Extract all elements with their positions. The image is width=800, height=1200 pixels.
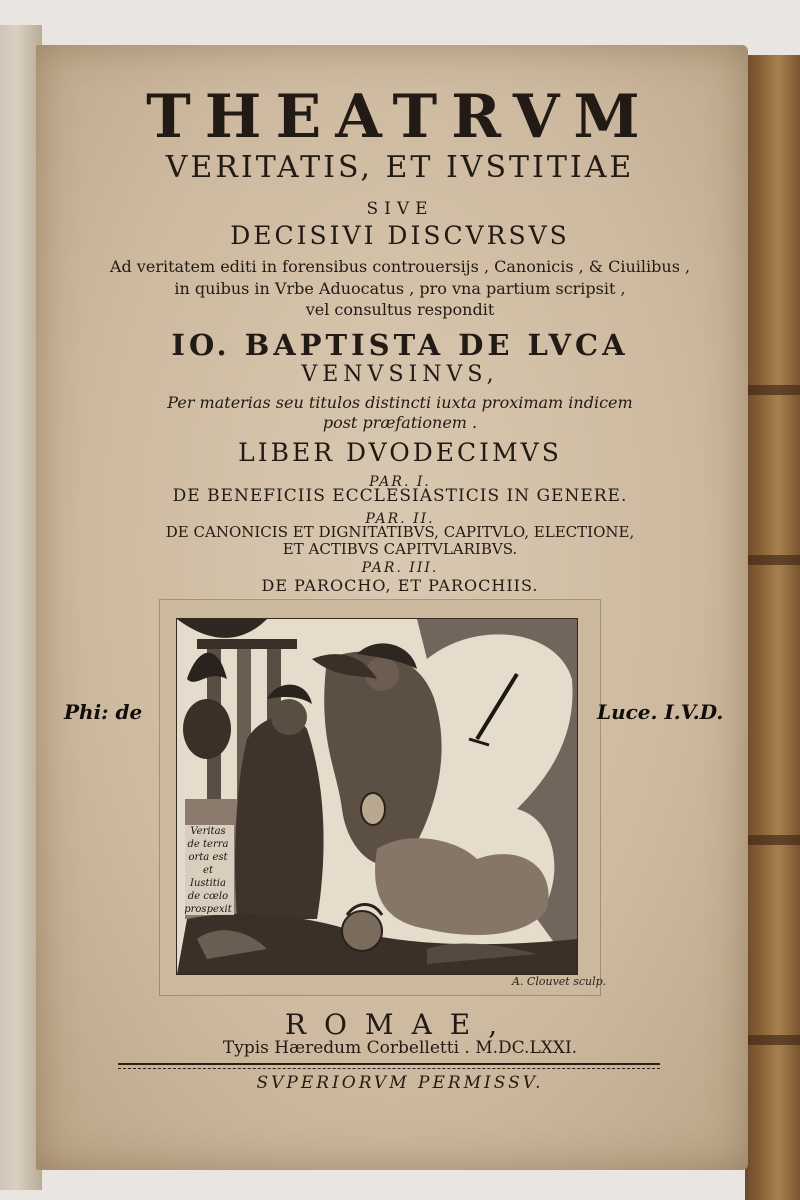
author-name: IO. BAPTISTA DE LVCA [171, 328, 629, 362]
part-title: DE BENEFICIIS ECCLESIASTICIS IN GENERE. [172, 486, 628, 506]
engraver-signature: A. Clouvet sculp. [512, 975, 607, 988]
book-number: LIBER DVODECIMVS [238, 438, 562, 467]
permission-line: SVPERIORVM PERMISSV. [256, 1073, 544, 1093]
sive-line: SIVE [366, 199, 434, 219]
description-line: vel consultus respondit [305, 300, 495, 319]
handwritten-note-right: Luce. I.V.D. [597, 700, 724, 724]
part-label: PAR. I. [369, 474, 431, 490]
engraving-illustration [176, 618, 578, 975]
part-title: DE CANONICIS ET DIGNITATIBVS, CAPITVLO, ELECTIONE, [165, 523, 635, 541]
part-title: DE PAROCHO, ET PAROCHIIS. [261, 576, 539, 595]
part-label: PAR. III. [361, 560, 439, 576]
note-line: post præfationem . [322, 413, 478, 432]
part-title: ET ACTIBVS CAPITVLARIBVS. [282, 540, 518, 558]
description-line: in quibus in Vrbe Aduocatus , pro vna partium scripsit , [174, 279, 626, 298]
imprint-rule [118, 1063, 660, 1065]
imprint-printer: Typis Hæredum Corbelletti . M.DC.LXXI. [222, 1038, 578, 1058]
book-band [745, 835, 800, 845]
title-line-3: DECISIVI DISCVRSVS [230, 221, 570, 250]
title-line-2: VERITATIS, ET IVSTITIAE [165, 150, 635, 185]
imprint-city: ROMAE, [284, 1008, 516, 1041]
title-line-1: THEATRVM [146, 82, 654, 152]
handwritten-note-left: Phi: de [64, 700, 143, 724]
part-label: PAR. II. [365, 511, 435, 527]
engraving-inscription: Veritas de terra orta est et Iustitia de cœlo prospexit [182, 825, 234, 915]
author-origin: VENVSINVS, [301, 362, 499, 387]
note-line: Per materias seu titulos distincti iuxta proximam indicem [167, 393, 633, 412]
imprint-rule-dotted [118, 1068, 660, 1069]
description-line: Ad veritatem editi in forensibus controuersijs , Canonicis , & Ciuilibus , [109, 257, 691, 276]
